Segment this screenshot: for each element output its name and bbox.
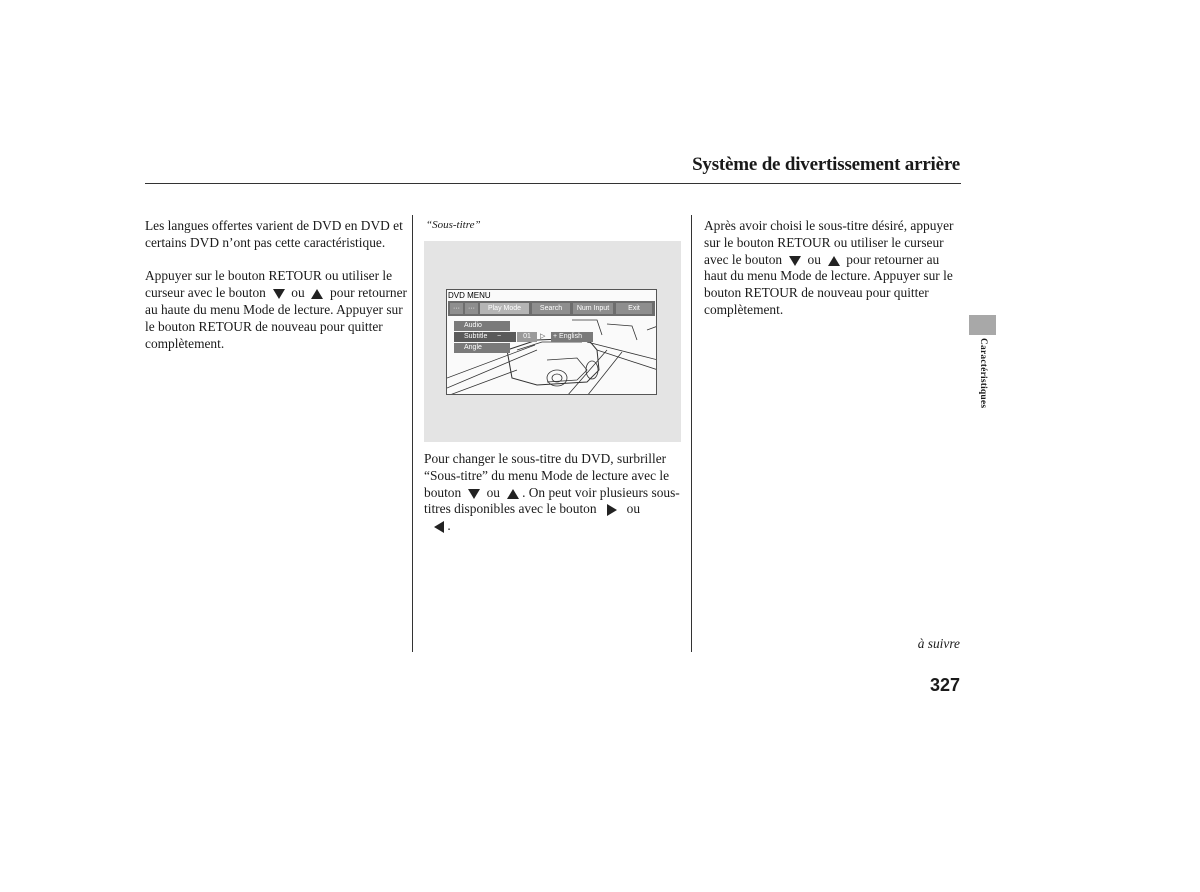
text: Pour changer le sous-titre du DVD, surbriller “Sous-titre” du menu Mode de lecture avec le bouton xyxy=(424,451,670,500)
left-arrow-icon xyxy=(434,521,444,533)
header-rule xyxy=(145,183,961,184)
dvd-menu-title: DVD MENU xyxy=(448,291,491,300)
text: ou xyxy=(486,484,500,500)
section-label xyxy=(960,340,990,430)
subtitle-language: + English xyxy=(551,332,593,342)
column-divider xyxy=(691,215,692,652)
subtitle-minus[interactable]: − xyxy=(497,333,502,340)
dvd-menu-screen xyxy=(446,289,657,395)
paragraph-return xyxy=(145,268,407,352)
text: ou xyxy=(626,501,641,517)
down-arrow-icon xyxy=(468,489,480,499)
text: Après avoir choisi le sous-titre désiré, appuyer sur le bouton RETOUR ou utiliser le curseur avec le bouton xyxy=(704,218,954,267)
down-arrow-icon xyxy=(789,256,801,266)
middle-column xyxy=(424,451,686,552)
column-divider xyxy=(412,215,413,652)
submenu-item-angle[interactable]: Angle xyxy=(454,343,510,353)
continued-note: à suivre xyxy=(917,636,960,651)
menu-button-more[interactable]: ··· xyxy=(450,303,463,314)
section-label-text: Caractéristiques xyxy=(978,338,988,409)
subtitle-number: 01 xyxy=(517,332,537,342)
right-arrow-icon xyxy=(607,504,617,516)
menu-button-play-mode[interactable]: Play Mode xyxy=(480,303,529,314)
text: . On peut voir plusieurs sous-titres disponibles avec le bouton xyxy=(424,484,680,517)
text: ou xyxy=(291,285,305,301)
paragraph-change-subtitle xyxy=(424,451,686,535)
menu-button-search[interactable]: Search xyxy=(532,303,570,314)
page-header-title: Système de divertissement arrière xyxy=(692,154,960,175)
section-tab xyxy=(969,315,996,335)
paragraph-after-choose xyxy=(704,218,962,319)
up-arrow-icon xyxy=(828,256,840,266)
text: . xyxy=(447,518,451,534)
text: Appuyer sur le bouton RETOUR ou utiliser le curseur avec le bouton xyxy=(145,268,393,301)
submenu-item-subtitle[interactable]: Subtitle xyxy=(454,332,516,342)
left-column xyxy=(145,218,407,369)
menu-button-num-input[interactable]: Num Input xyxy=(573,303,613,314)
text: pour retourner au haute du menu Mode de lecture. Appuyer sur le bouton RETOUR de nouveau pour quitter complètement. xyxy=(145,285,408,351)
page-number: 327 xyxy=(929,675,960,695)
text: ou xyxy=(807,251,821,267)
text: pour retourner au haut du menu Mode de lecture. Appuyer sur le bouton RETOUR de nouveau pour quitter complètement. xyxy=(704,251,953,317)
paragraph-languages: Les langues offertes varient de DVD en DVD et certains DVD n’ont pas cette caractéristique. xyxy=(145,218,403,250)
right-column xyxy=(704,218,962,336)
menu-button-more[interactable]: ··· xyxy=(465,303,478,314)
dvd-menu-bar xyxy=(448,301,655,316)
figure-caption: “Sous-titre” xyxy=(426,219,481,231)
subtitle-language-label: English xyxy=(559,333,583,340)
right-arrow-icon: ▷ xyxy=(540,333,546,340)
down-arrow-icon xyxy=(273,289,285,299)
menu-button-exit[interactable]: Exit xyxy=(616,303,652,314)
up-arrow-icon xyxy=(507,489,519,499)
up-arrow-icon xyxy=(311,289,323,299)
submenu-item-audio[interactable]: Audio xyxy=(454,321,510,331)
